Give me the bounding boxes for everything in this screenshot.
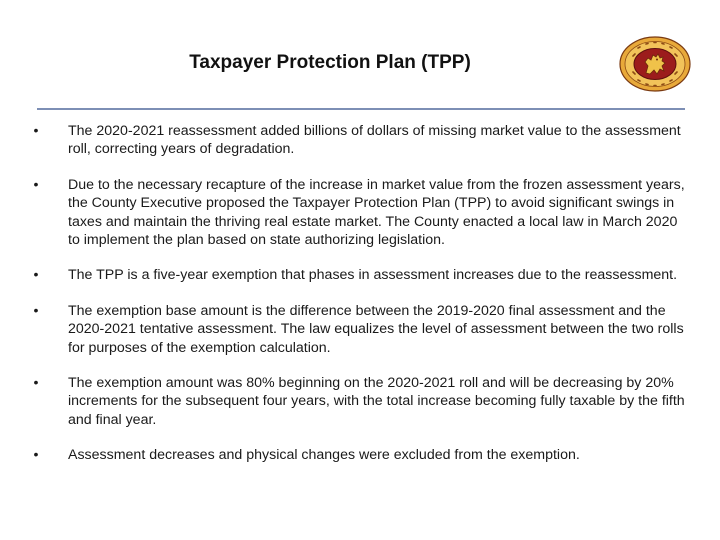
- bullet-list: [30, 122, 690, 482]
- bullet-item: [30, 374, 690, 429]
- bullet-text: The exemption amount was 80% beginning on the 2020-2021 roll and will be decreasing by 20% increments for the subsequent four years, with the total increase becoming fully taxable by the fifth and final year.: [68, 375, 685, 428]
- bullet-text: The exemption base amount is the difference between the 2019-2020 final assessment and the 2020-2021 tentative assessment. The law equalizes the level of assessment between the two rolls for purposes of the exemption calculation.: [68, 302, 684, 356]
- bullet-item: [30, 446, 690, 464]
- bullet-text: The TPP is a five-year exemption that phases in assessment increases due to the reassessment.: [68, 267, 678, 284]
- county-seal-icon: [619, 36, 691, 92]
- bullet-text: The 2020-2021 reassessment added billions of dollars of missing market value to the assessment roll, correcting years of degradation.: [68, 123, 681, 158]
- bullet-item: [30, 122, 690, 159]
- bullet-icon: •: [33, 447, 39, 464]
- bullet-item: [30, 266, 690, 284]
- bullet-icon: •: [33, 176, 39, 193]
- bullet-icon: •: [33, 302, 39, 319]
- bullet-item: [30, 176, 690, 250]
- bullet-icon: •: [33, 123, 39, 139]
- bullet-text: Assessment decreases and physical changes were excluded from the exemption.: [68, 447, 580, 464]
- bullet-icon: •: [33, 267, 39, 284]
- bullet-text: Due to the necessary recapture of the increase in market value from the frozen assessment years, the County Executive proposed the Taxpayer Protection Plan (TPP) to avoid significant swings in taxes and maintain the thriving real estate market. The County enacted a local law in March 2020 to implement the plan based on state authorizing legislation.: [68, 176, 685, 249]
- title-divider: [37, 108, 685, 110]
- bullet-item: [30, 302, 690, 357]
- slide-title: Taxpayer Protection Plan (TPP): [189, 52, 471, 73]
- bullet-icon: •: [33, 375, 39, 392]
